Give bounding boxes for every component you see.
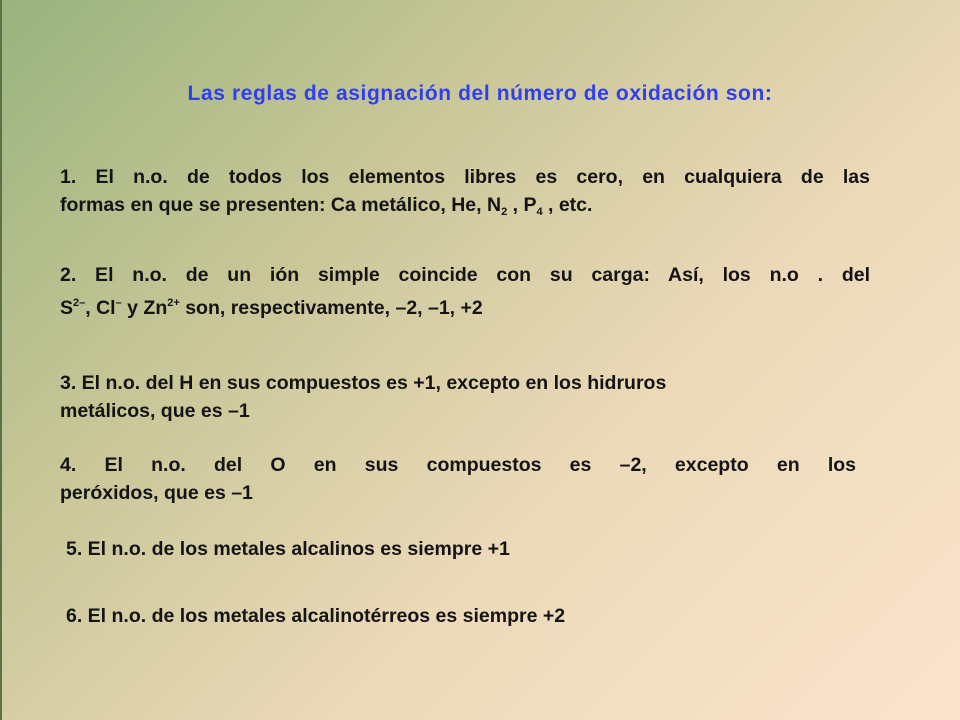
p4-subscript: 4	[536, 206, 543, 218]
zinc-symbol: y Zn	[121, 297, 168, 319]
rule-4-line-2: peróxidos, que es –1	[60, 482, 253, 504]
rule-4-line-1: 4. El n.o. del O en sus compuestos es –2, excepto en los	[60, 454, 856, 476]
rule-1-text-a: formas en que se presenten: Ca metálico, He, N	[60, 194, 502, 216]
rule-1-text-b: , P	[507, 194, 537, 216]
n2-subscript: 2	[501, 206, 508, 218]
chlorine-charge: –	[115, 297, 122, 309]
rule-1-line-2	[60, 191, 870, 226]
slide-title: Las reglas de asignación del número de oxidación son:	[187, 82, 773, 105]
rule-1-text-c: , etc.	[542, 194, 593, 216]
chlorine-symbol: , Cl	[85, 297, 116, 319]
zinc-charge: 2+	[167, 297, 180, 309]
rule-1-line-1: 1. El n.o. de todos los elementos libres es cero, en cualquiera de las	[60, 166, 870, 188]
rule-4	[60, 451, 856, 507]
rule-1	[60, 163, 870, 226]
slide-left-border	[0, 0, 2, 720]
sulfur-charge: 2–	[73, 297, 86, 309]
rule-2-text-rest: son, respectivamente, –2, –1, +2	[179, 297, 483, 319]
rule-3-line-2: metálicos, que es –1	[60, 400, 250, 422]
rule-2-line-2	[60, 289, 870, 322]
rule-2	[60, 261, 870, 322]
rule-6	[66, 602, 565, 630]
rule-5-line-1: 5. El n.o. de los metales alcalinos es siempre +1	[66, 538, 510, 560]
rule-5	[66, 535, 510, 563]
sulfur-symbol: S	[60, 297, 74, 319]
rule-6-line-1: 6. El n.o. de los metales alcalinotérreos es siempre +2	[66, 605, 566, 627]
rule-2-line-1: 2. El n.o. de un ión simple coincide con su carga: Así, los n.o . del	[60, 264, 870, 286]
rule-3-line-1: 3. El n.o. del H en sus compuestos es +1, excepto en los hidruros	[60, 372, 667, 394]
rule-3	[60, 369, 666, 425]
